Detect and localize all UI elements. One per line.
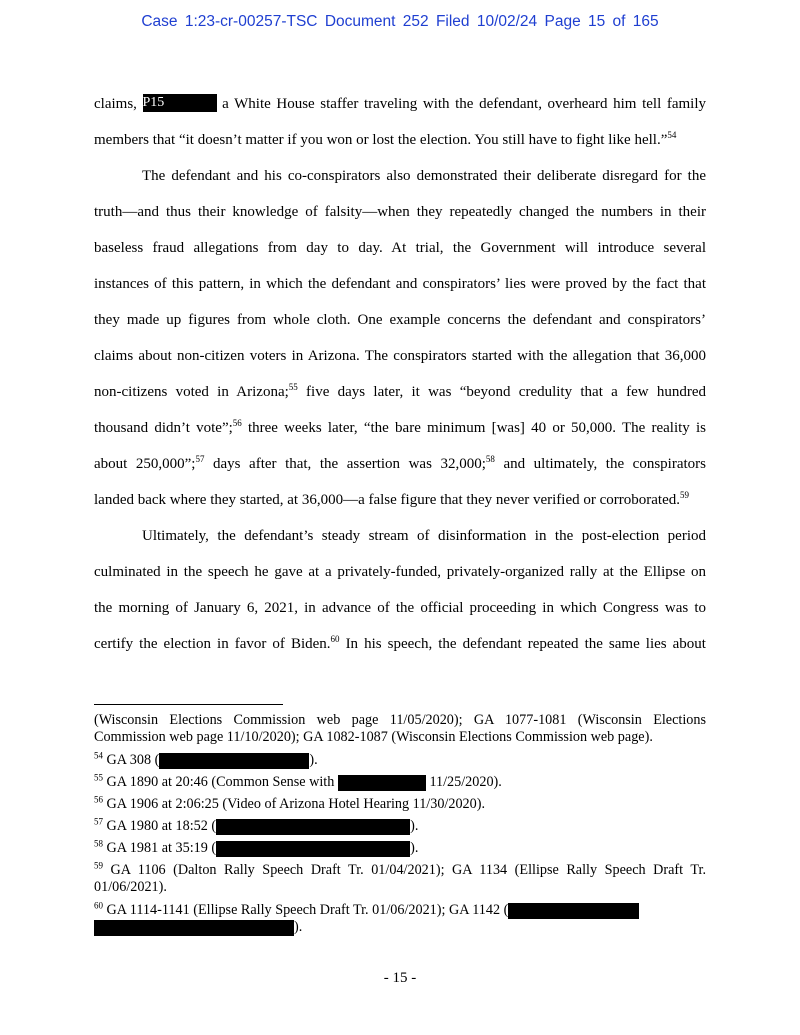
redaction-block xyxy=(216,841,410,857)
footnote-54: $^{54}$ GA 308 ( ). xyxy=(94,750,318,768)
footnote-divider xyxy=(94,704,283,705)
page-number: - 15 - xyxy=(383,970,417,986)
paragraph-line: the morning of January 6, 2021, in advance of the official proceeding in which Congress was to xyxy=(94,600,706,616)
paragraph-line: Ultimately, the defendant’s steady stream of disinformation in the post-election period xyxy=(142,528,706,544)
paragraph-line: baseless fraud allegations from day to day. At trial, the Government will introduce several xyxy=(94,240,706,256)
redaction-block xyxy=(508,903,639,919)
footnote-58: $^{58}$ GA 1981 at 35:19 ( ). xyxy=(94,838,419,856)
footnote-continued: (Wisconsin Elections Commission web page 11/05/2020); GA 1077-1081 (Wisconsin Elections Commission web page 11/10/2020); GA 1082-1087 (Wisconsin Elections Commission web page). xyxy=(94,712,706,745)
paragraph-line: about 250,000”;$^{57}$ days after that, the assertion was 32,000;$^{58}$ and ultimately, the conspirators xyxy=(94,454,706,472)
footnote-57: $^{57}$ GA 1980 at 18:52 ( ). xyxy=(94,816,419,834)
footnote-ref-56: 56 xyxy=(232,418,242,428)
filed-date: Filed 10/02/24 xyxy=(435,13,538,30)
paragraph-line: instances of this pattern, in which the defendant and conspirators’ lies were proved by the fact that xyxy=(94,276,706,292)
footnote-ref-54: 54 xyxy=(667,130,677,140)
redaction-block xyxy=(159,753,309,769)
paragraph-line: thousand didn’t vote”;$^{56}$ three weeks later, “the bare minimum [was] 40 or 50,000. The reality is xyxy=(94,418,706,436)
footnote-ref-59: 59 xyxy=(680,490,690,500)
redaction-p15: P15 xyxy=(143,94,217,112)
footnote-ref-57: 57 xyxy=(195,454,205,464)
redaction-block xyxy=(338,775,426,791)
paragraph-line: culminated in the speech he gave at a privately-funded, privately-organized rally at the Ellipse on xyxy=(94,564,706,580)
redaction-block xyxy=(216,819,410,835)
paragraph-line: certify the election in favor of Biden.$^{60}$ In his speech, the defendant repeated the same lies about xyxy=(94,634,706,652)
paragraph-line: The defendant and his co-conspirators also demonstrated their deliberate disregard for the xyxy=(142,168,706,184)
case-number: Case 1:23-cr-00257-TSC xyxy=(141,13,318,30)
paragraph-line: claims, P15 a White House staffer traveling with the defendant, overheard him tell family xyxy=(94,95,706,112)
paragraph-line: truth—and thus their knowledge of falsity—when they repeatedly changed the numbers in their xyxy=(94,204,706,220)
footnote-ref-58: 58 xyxy=(485,454,495,464)
page-count: Page 15 of 165 xyxy=(544,13,659,30)
paragraph-line: claims about non-citizen voters in Arizona. The conspirators started with the allegation that 36,000 xyxy=(94,348,706,364)
footnote-59: $^{59}$ GA 1106 (Dalton Rally Speech Draft Tr. 01/04/2021); GA 1134 (Ellipse Rally Speech Draft Tr. 01/06/2021). xyxy=(94,860,706,895)
footnote-55: $^{55}$ GA 1890 at 20:46 (Common Sense with 11/25/2020). xyxy=(94,772,502,790)
footnote-ref-60: 60 xyxy=(330,634,340,644)
footnote-56: $^{56}$ GA 1906 at 2:06:25 (Video of Arizona Hotel Hearing 11/30/2020). xyxy=(94,794,486,812)
paragraph-line: non-citizens voted in Arizona;$^{55}$ five days later, it was “beyond credulity that a few hundred xyxy=(94,382,706,400)
paragraph-line: landed back where they started, at 36,000—a false figure that they never verified or corroborated.$^{59}$ xyxy=(94,490,690,508)
footnote-ref-55: 55 xyxy=(288,382,298,392)
redaction-block xyxy=(94,920,294,936)
case-header xyxy=(0,13,800,31)
paragraph-line: members that “it doesn’t matter if you won or lost the election. You still have to fight like hell.”$^{54}$ xyxy=(94,130,677,148)
paragraph-line: they made up figures from whole cloth. One example concerns the defendant and conspirators’ xyxy=(94,312,706,328)
document-number: Document 252 xyxy=(324,13,429,30)
footnote-60: $^{60}$ GA 1114-1141 (Ellipse Rally Speech Draft Tr. 01/06/2021); GA 1142 ( ). xyxy=(94,902,706,936)
